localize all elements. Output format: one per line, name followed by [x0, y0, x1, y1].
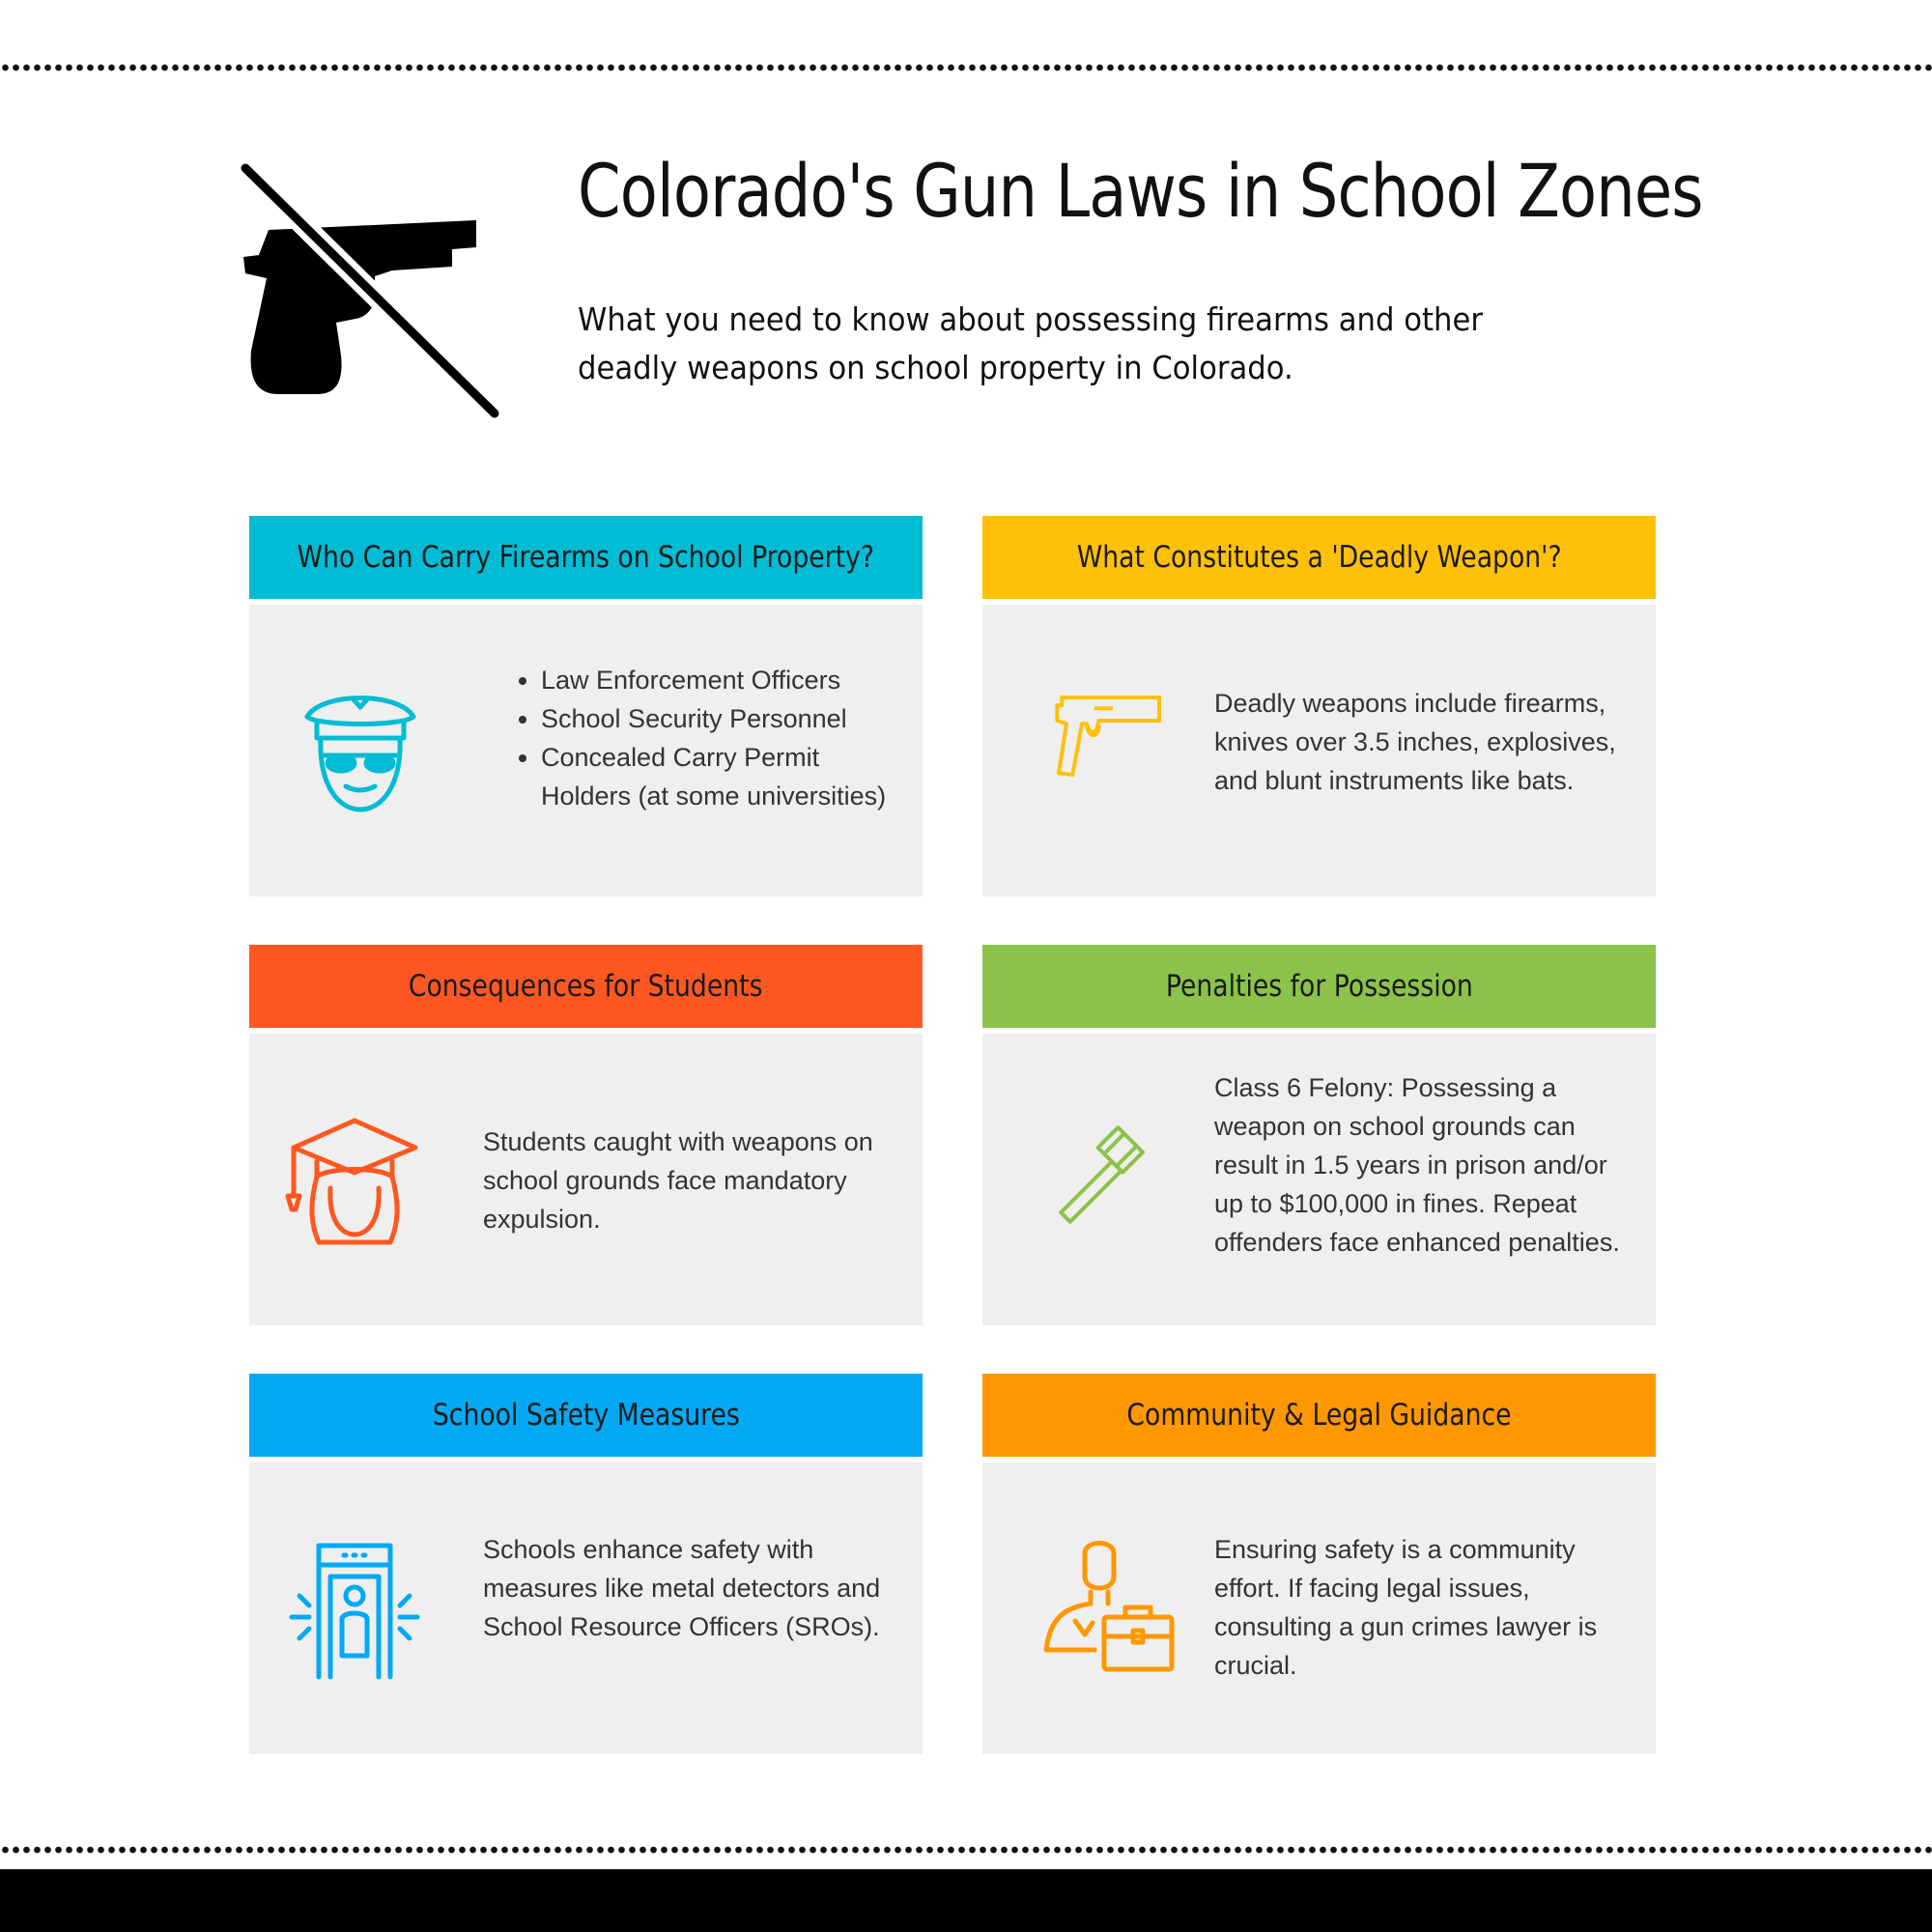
card-header — [982, 945, 1656, 1028]
card-body — [249, 605, 923, 896]
lawyer-icon — [1037, 1534, 1181, 1679]
card-header — [249, 516, 923, 599]
card-body — [249, 1034, 923, 1325]
card-text: Class 6 Felony: Possessing a weapon on school grounds can result in 1.5 years in prison and/or up to $100,000 in fines. Repeat offenders face enhanced penalties. — [1214, 1073, 1620, 1257]
card-deadly-weapon — [982, 516, 1656, 896]
graduate-icon — [282, 1109, 427, 1254]
metal-detector-icon — [282, 1540, 427, 1685]
card-header — [249, 1374, 923, 1457]
card-body — [982, 1463, 1656, 1754]
card-heading: Who Can Carry Firearms on School Property? — [297, 540, 875, 575]
card-text: Ensuring safety is a community effort. If facing legal issues, consulting a gun crimes lawyer is crucial. — [1214, 1535, 1598, 1680]
card-text: Schools enhance safety with measures like metal detectors and School Resource Officers (SROs). — [483, 1535, 881, 1641]
card-heading: Community & Legal Guidance — [1126, 1398, 1512, 1433]
no-guns-icon — [240, 162, 500, 419]
card-body — [982, 1034, 1656, 1325]
page-subtitle: What you need to know about possessing firearms and other deadly weapons on school property in Colorado. — [578, 300, 1483, 386]
card-heading: Consequences for Students — [409, 969, 763, 1004]
card-text: Students caught with weapons on school grounds face mandatory expulsion. — [483, 1127, 873, 1234]
card-header — [982, 1374, 1656, 1457]
card-body — [982, 605, 1656, 896]
card-header — [982, 516, 1656, 599]
card-consequences — [249, 945, 923, 1325]
card-heading: What Constitutes a 'Deadly Weapon'? — [1076, 540, 1562, 575]
card-heading: Penalties for Possession — [1165, 969, 1473, 1004]
gavel-icon — [1050, 1124, 1166, 1240]
top-dotted-border — [0, 64, 1932, 71]
card-penalties — [982, 945, 1656, 1325]
page-title: Colorado's Gun Laws in School Zones — [578, 148, 1703, 234]
card-text — [508, 661, 895, 815]
list-item: • School Security Personnel — [541, 699, 895, 738]
card-body — [249, 1463, 923, 1754]
card-header — [249, 945, 923, 1028]
list-item: • Concealed Carry Permit Holders (at some universities) — [541, 738, 895, 815]
card-text: Deadly weapons include firearms, knives over 3.5 inches, explosives, and blunt instruments like bats. — [1214, 689, 1616, 795]
footer-band — [0, 1869, 1932, 1932]
card-heading: School Safety Measures — [432, 1398, 740, 1433]
card-community-guidance — [982, 1374, 1656, 1754]
police-officer-icon — [288, 678, 433, 823]
card-safety-measures — [249, 1374, 923, 1754]
handgun-icon — [1037, 690, 1181, 806]
list-item: • Law Enforcement Officers — [541, 661, 895, 699]
card-who-can-carry — [249, 516, 923, 896]
bottom-dotted-border — [0, 1846, 1932, 1854]
